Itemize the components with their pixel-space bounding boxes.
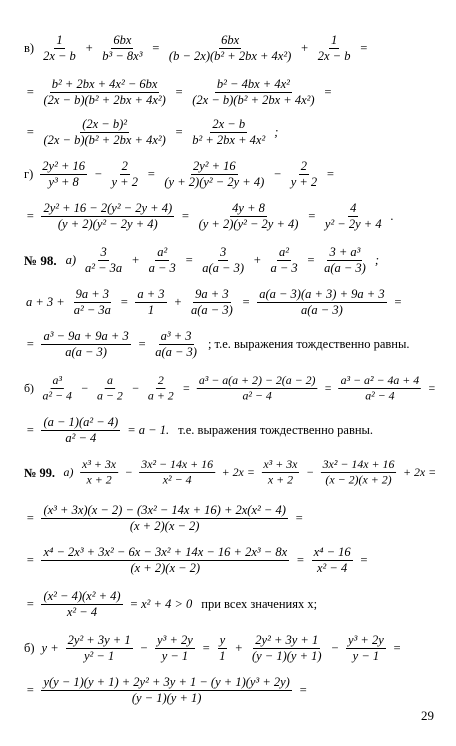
operator: = — [201, 641, 211, 655]
operator: + — [234, 641, 243, 655]
denominator: a² − 3a — [73, 303, 111, 317]
fraction — [197, 202, 301, 231]
operator: = — [119, 295, 129, 309]
operator: − — [94, 167, 103, 181]
denominator: (y − 1)(y + 1) — [131, 691, 202, 705]
fraction — [40, 160, 87, 189]
numerator: y³ + 2y — [157, 633, 193, 647]
fraction — [83, 246, 124, 275]
operator: = — [296, 553, 305, 567]
equation-line — [24, 416, 436, 445]
operator: y + — [41, 641, 59, 655]
denominator: x + 2 — [267, 472, 294, 487]
operator: = — [26, 597, 35, 611]
operator: ; — [374, 253, 380, 267]
operator: = — [26, 553, 35, 567]
equation-line — [24, 676, 436, 705]
denominator: b² + 2bx + 4x² — [192, 133, 266, 147]
denominator: y − 1 — [161, 649, 189, 663]
numerator: a³ − 9a + 9a + 3 — [43, 329, 129, 343]
denominator: (2x − b)(b² + 2bx + 4x²) — [192, 93, 315, 107]
numerator: 2y² + 3y + 1 — [255, 633, 319, 647]
fraction — [190, 78, 316, 107]
numerator: a³ + 3 — [160, 329, 192, 343]
denominator: (y + 2)(y² − 2y + 4) — [164, 175, 265, 189]
denominator: y + 2 — [290, 175, 318, 189]
operator: + — [253, 253, 262, 267]
denominator: (y + 2)(y² − 2y + 4) — [198, 217, 299, 231]
operator: = — [137, 337, 147, 351]
operator: − — [330, 641, 340, 655]
operator: = — [26, 209, 35, 223]
fraction — [323, 202, 384, 231]
subpart-label: б) — [24, 641, 35, 655]
operator: а) — [65, 253, 76, 267]
subpart-label: б) — [24, 381, 34, 395]
denominator: x² − 4 — [162, 472, 192, 487]
numerator: (x³ + 3x)(x − 2) − (3x² − 14x + 16) + 2x(x² − 4) — [43, 503, 286, 517]
denominator: x² − 4 — [317, 561, 348, 575]
operator: = — [146, 167, 156, 181]
operator: = — [174, 85, 184, 99]
page-number: 29 — [421, 708, 434, 723]
equation-line — [24, 504, 436, 533]
fraction — [41, 34, 78, 63]
equation-line — [24, 288, 436, 317]
fraction — [257, 288, 386, 317]
fraction — [41, 330, 130, 359]
operator: = — [324, 381, 333, 395]
operator: = — [241, 295, 251, 309]
numerator: 6bx — [221, 33, 240, 47]
operator: = — [359, 41, 368, 55]
equation-line — [24, 546, 436, 575]
numerator: 6bx — [113, 33, 132, 47]
denominator: (b − 2x)(b² + 2bx + 4x²) — [168, 49, 292, 63]
operator: − — [80, 381, 89, 395]
denominator: a + 2 — [147, 388, 174, 403]
numerator: 3x² − 14x + 16 — [322, 457, 395, 472]
fraction — [167, 34, 293, 63]
denominator: (x − 2)(x + 2) — [325, 472, 392, 487]
numerator: 9a + 3 — [195, 287, 229, 301]
numerator: a(a − 3)(a + 3) + 9a + 3 — [259, 287, 385, 301]
fraction — [41, 375, 74, 403]
operator: = — [323, 85, 333, 99]
equation-line — [24, 634, 436, 663]
denominator: (x + 2)(x − 2) — [129, 519, 200, 533]
subpart-label: в) — [24, 41, 35, 55]
fraction — [135, 288, 166, 317]
fraction — [153, 330, 199, 359]
fraction — [66, 634, 133, 663]
fraction — [72, 288, 113, 317]
fraction — [41, 590, 122, 619]
numerator: 2 — [300, 159, 308, 173]
equation-line — [24, 160, 436, 189]
fraction — [139, 459, 215, 487]
numerator: a³ − a(a + 2) − 2(a − 2) — [198, 373, 316, 388]
numerator: a² — [279, 245, 290, 259]
operator: = a − 1. — [127, 423, 170, 437]
denominator: (2x − b)(b² + 2bx + 4x²) — [43, 133, 166, 147]
fraction — [100, 34, 144, 63]
fraction — [217, 634, 227, 663]
numerator: y — [219, 633, 226, 647]
numerator: 9a + 3 — [75, 287, 110, 301]
denominator: a² − 4 — [65, 431, 97, 445]
operator: = — [26, 423, 35, 437]
numerator: 1 — [330, 33, 338, 47]
exercise-number: № 98. — [24, 252, 57, 268]
operator: + 2x = — [221, 465, 255, 479]
numerator: 3 — [220, 245, 227, 259]
equation-line — [24, 373, 436, 403]
operator: = — [359, 553, 369, 567]
numerator: 2 — [157, 373, 164, 388]
numerator: 1 — [56, 33, 63, 47]
denominator: a(a − 3) — [324, 261, 366, 275]
operator: + — [173, 295, 182, 309]
fraction — [147, 246, 178, 275]
equation-line — [24, 457, 437, 487]
operator: = — [26, 683, 35, 697]
operator: = — [393, 295, 403, 309]
denominator: a² − 4 — [242, 388, 272, 403]
numerator: 2y² + 16 — [192, 159, 236, 173]
operator: = — [427, 381, 436, 395]
equation-line — [24, 78, 436, 107]
denominator: a(a − 3) — [202, 261, 245, 275]
numerator: a² — [157, 245, 168, 259]
equation-line — [24, 330, 436, 359]
operator: + — [131, 253, 140, 267]
operator: а) — [63, 465, 74, 479]
denominator: y² − 1 — [84, 649, 115, 663]
operator: = — [326, 167, 335, 181]
denominator: a² − 4 — [42, 388, 72, 403]
equation-line — [24, 34, 436, 63]
denominator: (y + 2)(y² − 2y + 4) — [57, 217, 158, 231]
operator: = — [306, 253, 316, 267]
fraction — [289, 160, 319, 189]
fraction — [146, 375, 176, 403]
denominator: x² − 4 — [66, 605, 98, 619]
fraction — [312, 546, 353, 575]
denominator: y + 2 — [111, 175, 138, 189]
equation-line — [24, 246, 436, 275]
operator: = — [174, 125, 184, 139]
denominator: 2x − b — [43, 49, 76, 63]
fraction — [339, 375, 421, 403]
explanation-text: т.е. выражения тождественно равны. — [178, 423, 374, 437]
denominator: a − 3 — [148, 261, 176, 275]
operator: = — [26, 511, 35, 525]
operator: = — [26, 337, 35, 351]
operator: = — [182, 381, 191, 395]
denominator: a(a − 3) — [191, 303, 233, 317]
operator: = — [26, 85, 35, 99]
denominator: (x + 2)(x − 2) — [130, 561, 201, 575]
numerator: x³ + 3x — [82, 457, 117, 472]
operator: + — [300, 41, 309, 55]
operator: = — [298, 683, 308, 697]
operator: ; — [274, 125, 279, 139]
operator: = — [151, 41, 160, 55]
denominator: b³ − 8x³ — [102, 49, 143, 63]
denominator: (y − 1)(y + 1) — [251, 649, 322, 663]
operator: − — [273, 167, 282, 181]
operator: + 2x = — [402, 465, 437, 479]
fraction — [95, 375, 125, 403]
numerator: 4y + 8 — [232, 201, 265, 215]
denominator: a − 3 — [270, 261, 298, 275]
subpart-label: г) — [24, 167, 34, 181]
fraction — [155, 634, 195, 663]
denominator: 1 — [147, 303, 155, 317]
fraction — [41, 118, 167, 147]
operator: − — [306, 465, 315, 479]
denominator: (2x − b)(b² + 2bx + 4x²) — [43, 93, 166, 107]
fraction — [250, 634, 324, 663]
fraction — [321, 459, 397, 487]
numerator: 2 — [121, 159, 128, 173]
fraction — [316, 34, 353, 63]
operator: = — [184, 253, 194, 267]
operator: + — [84, 41, 94, 55]
operator: = — [307, 209, 316, 223]
numerator: (x² − 4)(x² + 4) — [43, 589, 121, 603]
operator: − — [139, 641, 149, 655]
fraction — [189, 288, 235, 317]
fraction — [262, 459, 300, 487]
operator: = x² + 4 > 0 — [129, 597, 193, 611]
fraction — [41, 78, 167, 107]
operator: . — [390, 209, 394, 223]
denominator: a(a − 3) — [301, 303, 343, 317]
denominator: x + 2 — [86, 472, 112, 487]
numerator: a — [106, 373, 113, 388]
numerator: a³ − a² − 4a + 4 — [340, 373, 420, 388]
fraction — [197, 375, 317, 403]
numerator: x⁴ − 16 — [313, 545, 351, 559]
fraction — [41, 546, 289, 575]
numerator: b² − 4bx + 4x² — [216, 77, 290, 91]
fraction — [41, 504, 287, 533]
denominator: 1 — [219, 649, 226, 663]
numerator: 2y² + 3y + 1 — [67, 633, 131, 647]
denominator: a − 2 — [97, 388, 123, 403]
equation-line — [24, 118, 436, 147]
fraction — [80, 459, 118, 487]
numerator: x⁴ − 2x³ + 3x² − 6x − 3x² + 14x − 16 + 2x³ − 8x — [43, 545, 288, 559]
numerator: a³ — [52, 373, 62, 388]
numerator: x³ + 3x — [263, 457, 298, 472]
fraction — [268, 246, 299, 275]
fraction — [162, 160, 266, 189]
fraction — [190, 118, 267, 147]
numerator: 2x − b — [212, 117, 246, 131]
fraction — [41, 202, 174, 231]
fraction — [41, 416, 120, 445]
equation-line — [24, 202, 436, 231]
denominator: y³ + 8 — [48, 175, 79, 189]
numerator: (a − 1)(a² − 4) — [43, 415, 119, 429]
operator: = — [26, 125, 35, 139]
fraction — [109, 160, 139, 189]
denominator: 2x − b — [317, 49, 351, 63]
fraction — [346, 634, 386, 663]
numerator: y³ + 2y — [348, 633, 384, 647]
numerator: 3x² − 14x + 16 — [141, 457, 214, 472]
operator: = — [181, 209, 190, 223]
operator: − — [124, 465, 133, 479]
operator: a + 3 + — [26, 295, 65, 309]
numerator: 2y² + 16 — [42, 159, 86, 173]
numerator: a + 3 — [137, 287, 165, 301]
numerator: 4 — [350, 201, 357, 215]
numerator: 2y² + 16 − 2(y² − 2y + 4) — [43, 201, 173, 215]
operator: = — [294, 511, 304, 525]
equation-line — [24, 590, 436, 619]
exercise-number: № 99. — [24, 464, 55, 480]
denominator: a² − 3a — [85, 261, 123, 275]
numerator: y(y − 1)(y + 1) + 2y² + 3y + 1 − (y + 1)(y³ + 2y) — [43, 675, 290, 689]
explanation-text: при всех значениях x; — [201, 597, 318, 611]
numerator: 3 — [100, 245, 107, 259]
fraction — [200, 246, 246, 275]
denominator: y² − 2y + 4 — [324, 217, 382, 231]
denominator: a² − 4 — [365, 388, 395, 403]
denominator: a(a − 3) — [65, 345, 107, 359]
numerator: (2x − b)² — [82, 117, 128, 131]
operator: = — [392, 641, 402, 655]
fraction — [41, 676, 291, 705]
operator: − — [131, 381, 140, 395]
denominator: y − 1 — [352, 649, 380, 663]
explanation-text: ; т.е. выражения тождественно равны. — [207, 337, 410, 351]
fraction — [322, 246, 368, 275]
denominator: a(a − 3) — [155, 345, 197, 359]
numerator: 3 + a³ — [329, 245, 361, 259]
numerator: b² + 2bx + 4x² − 6bx — [51, 77, 158, 91]
